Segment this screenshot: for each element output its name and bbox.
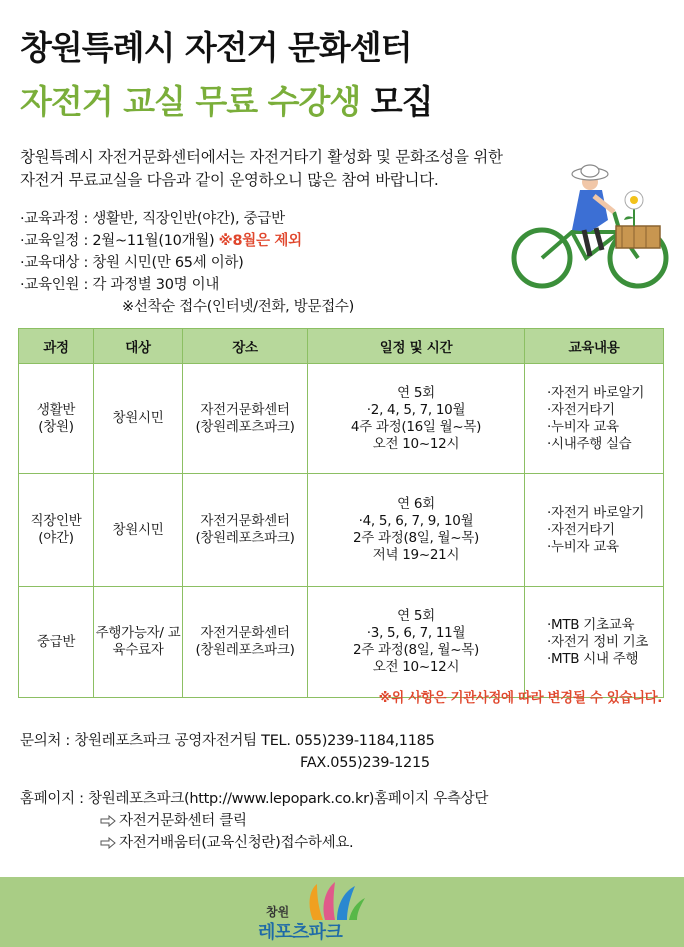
cell-schedule (308, 474, 525, 587)
cell-place (183, 474, 308, 587)
subtitle-black: 모집 (370, 82, 433, 121)
cell-line: 자전거문화센터 (200, 513, 290, 529)
cell-line: 연 5회 (397, 384, 435, 401)
cell-line: 오전 10~12시 (372, 435, 460, 452)
cell-course (19, 364, 94, 474)
logo-small-text: 창원 (266, 905, 290, 919)
info-capacity-note: ※선착순 접수(인터넷/전화, 방문접수) (122, 299, 354, 315)
header-course: 과정 (19, 329, 94, 364)
cell-line: 4주 과정(16일 월~목) (350, 418, 482, 435)
header-content: 교육내용 (525, 329, 664, 364)
contact-fax: FAX.055)239-1215 (300, 755, 430, 771)
info-capacity: ·교육인원 : 각 과정별 30명 이내 (20, 277, 220, 293)
info-schedule-note: ※8월은 제외 (218, 233, 302, 249)
homepage-line: 홈페이지 : 창원레포츠파크(http://www.lepopark.co.kr)홈페이지 우측상단 (20, 791, 489, 807)
table-row (19, 587, 664, 698)
intro-line: 창원특례시 자전거문화센터에서는 자전거타기 활성화 및 문화조성을 위한 (20, 148, 503, 166)
cell-line: ·3, 5, 6, 7, 11월 (366, 625, 466, 641)
cell-line: ·자전거 바로알기 (547, 504, 645, 521)
cell-line: ·자전거타기 (547, 521, 615, 538)
cell-line: 2주 과정(8일, 월~목) (353, 530, 479, 546)
cell-schedule (308, 587, 525, 698)
cell-content (525, 474, 664, 587)
page-title: 창원특례시 자전거 문화센터 (20, 28, 412, 67)
table-header-row (19, 329, 664, 364)
cell-line: (창원레포츠파크) (195, 642, 295, 658)
homepage-step-text: 자전거배움터(교육신청란)접수하세요. (119, 835, 354, 851)
cell-course (19, 474, 94, 587)
change-notice: ※위 사항은 기관사정에 따라 변경될 수 있습니다. (378, 690, 662, 706)
logo-big-text: 레포츠파크 (258, 922, 343, 943)
cell-line: (창원레포츠파크) (195, 530, 295, 546)
cell-line: (야간) (38, 530, 74, 546)
info-target: ·교육대상 : 창원 시민(만 65세 이하) (20, 255, 244, 271)
table-row (19, 364, 664, 474)
subtitle-green: 자전거 교실 무료 수강생 (20, 82, 361, 121)
cell-line: ·2, 4, 5, 7, 10월 (366, 401, 466, 418)
header-schedule: 일정 및 시간 (308, 329, 525, 364)
page-subtitle (20, 76, 433, 123)
homepage-step-text: 자전거문화센터 클릭 (119, 813, 247, 829)
cell-line: 자전거문화센터 (200, 401, 290, 418)
cell-content (525, 364, 664, 474)
info-schedule (20, 230, 354, 252)
header-target: 대상 (94, 329, 183, 364)
cyclist-illustration (510, 160, 670, 295)
course-info (20, 208, 354, 318)
info-schedule-text: ·교육일정 : 2월~11월(10개월) (20, 233, 215, 249)
homepage-step (20, 810, 488, 832)
intro-text (20, 146, 503, 192)
cell-line: ·자전거타기 (547, 401, 615, 418)
cell-line: 연 5회 (397, 608, 435, 624)
cell-line: 중급반 (36, 633, 76, 650)
arrow-right-icon (100, 815, 116, 827)
cell-line: 직장인반 (30, 513, 82, 529)
cell-place (183, 587, 308, 698)
header-place: 장소 (183, 329, 308, 364)
homepage-step (20, 832, 488, 854)
cell-place (183, 364, 308, 474)
cell-line: ·MTB 기초교육 (547, 616, 635, 633)
cell-line: ·누비자 교육 (547, 538, 619, 555)
cell-target: 창원시민 (94, 474, 183, 587)
cell-line: 연 6회 (397, 496, 435, 512)
cell-line: ·시내주행 실습 (547, 435, 632, 452)
homepage-info (20, 788, 488, 854)
cell-line: ·4, 5, 6, 7, 9, 10월 (358, 513, 474, 529)
cell-line: ·자전거 정비 기초 (547, 633, 649, 650)
cell-target: 창원시민 (94, 364, 183, 474)
cell-target: 주행가능자/ 교육수료자 (94, 587, 183, 698)
contact-tel: 문의처 : 창원레포츠파크 공영자전거팀 TEL. 055)239-1184,1185 (20, 733, 435, 749)
cell-line: 오전 10~12시 (372, 659, 460, 675)
cell-course (19, 587, 94, 698)
cell-schedule (308, 364, 525, 474)
info-course: ·교육과정 : 생활반, 직장인반(야간), 중급반 (20, 211, 285, 227)
schedule-table (18, 328, 664, 698)
contact-info (20, 730, 435, 774)
table-row (19, 474, 664, 587)
cell-line: 2주 과정(8일, 월~목) (353, 642, 479, 658)
arrow-right-icon (100, 837, 116, 849)
cell-line: (창원레포츠파크) (195, 418, 295, 435)
cell-line: (창원) (38, 418, 74, 435)
cell-line: ·MTB 시내 주행 (547, 650, 639, 667)
cell-line: 저녁 19~21시 (372, 547, 460, 563)
cell-line: ·자전거 바로알기 (547, 384, 645, 401)
cell-line: 생활반 (36, 401, 76, 418)
intro-line: 자전거 무료교실을 다음과 같이 운영하오니 많은 참여 바랍니다. (20, 171, 439, 189)
cell-content (525, 587, 664, 698)
cell-line: ·누비자 교육 (547, 418, 619, 435)
cell-line: 자전거문화센터 (200, 625, 290, 641)
